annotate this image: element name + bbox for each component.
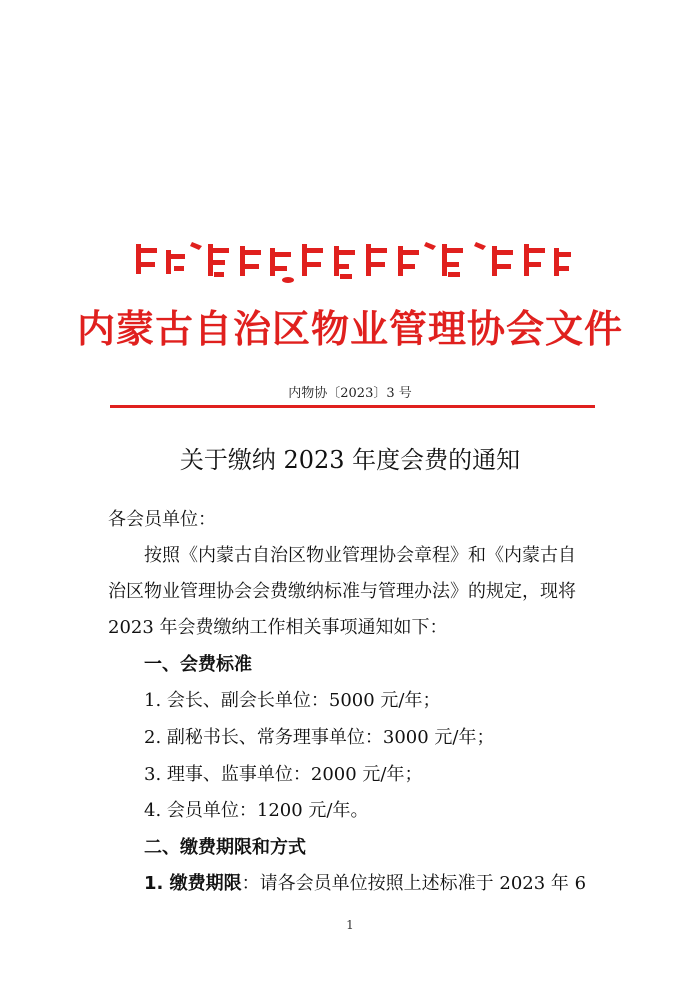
payment-item-1-label: 1. 缴费期限 xyxy=(144,873,242,894)
section-heading-payment: 二、缴费期限和方式 xyxy=(144,837,306,858)
red-divider xyxy=(110,405,595,408)
payment-item-1-text: ：请各会员单位按照上述标准于 2023 年 6 xyxy=(241,873,587,894)
page-number: 1 xyxy=(346,918,354,932)
payment-item-1 xyxy=(144,869,586,895)
fee-item-1: 1. 会长、副会长单位：5000 元/年； xyxy=(144,690,441,711)
document-number: 内物协〔2023〕3 号 xyxy=(288,386,412,401)
mongolian-script-logo xyxy=(130,236,575,286)
notice-title: 关于缴纳 2023 年度会费的通知 xyxy=(179,446,521,474)
fee-item-3: 3. 理事、监事单位：2000 元/年； xyxy=(144,764,423,785)
salutation: 各会员单位： xyxy=(108,509,216,530)
intro-line-1: 按照《内蒙古自治区物业管理协会章程》和《内蒙古自 xyxy=(144,545,576,566)
intro-line-3: 2023 年会费缴纳工作相关事项通知如下： xyxy=(108,617,448,638)
fee-item-4: 4. 会员单位：1200 元/年。 xyxy=(144,800,369,821)
intro-line-2: 治区物业管理协会会费缴纳标准与管理办法》的规定，现将 xyxy=(108,581,576,602)
org-title: 内蒙古自治区物业管理协会文件 xyxy=(76,307,623,351)
section-heading-fee-standard: 一、会费标准 xyxy=(144,654,252,675)
fee-item-2: 2. 副秘书长、常务理事单位：3000 元/年； xyxy=(144,727,495,748)
